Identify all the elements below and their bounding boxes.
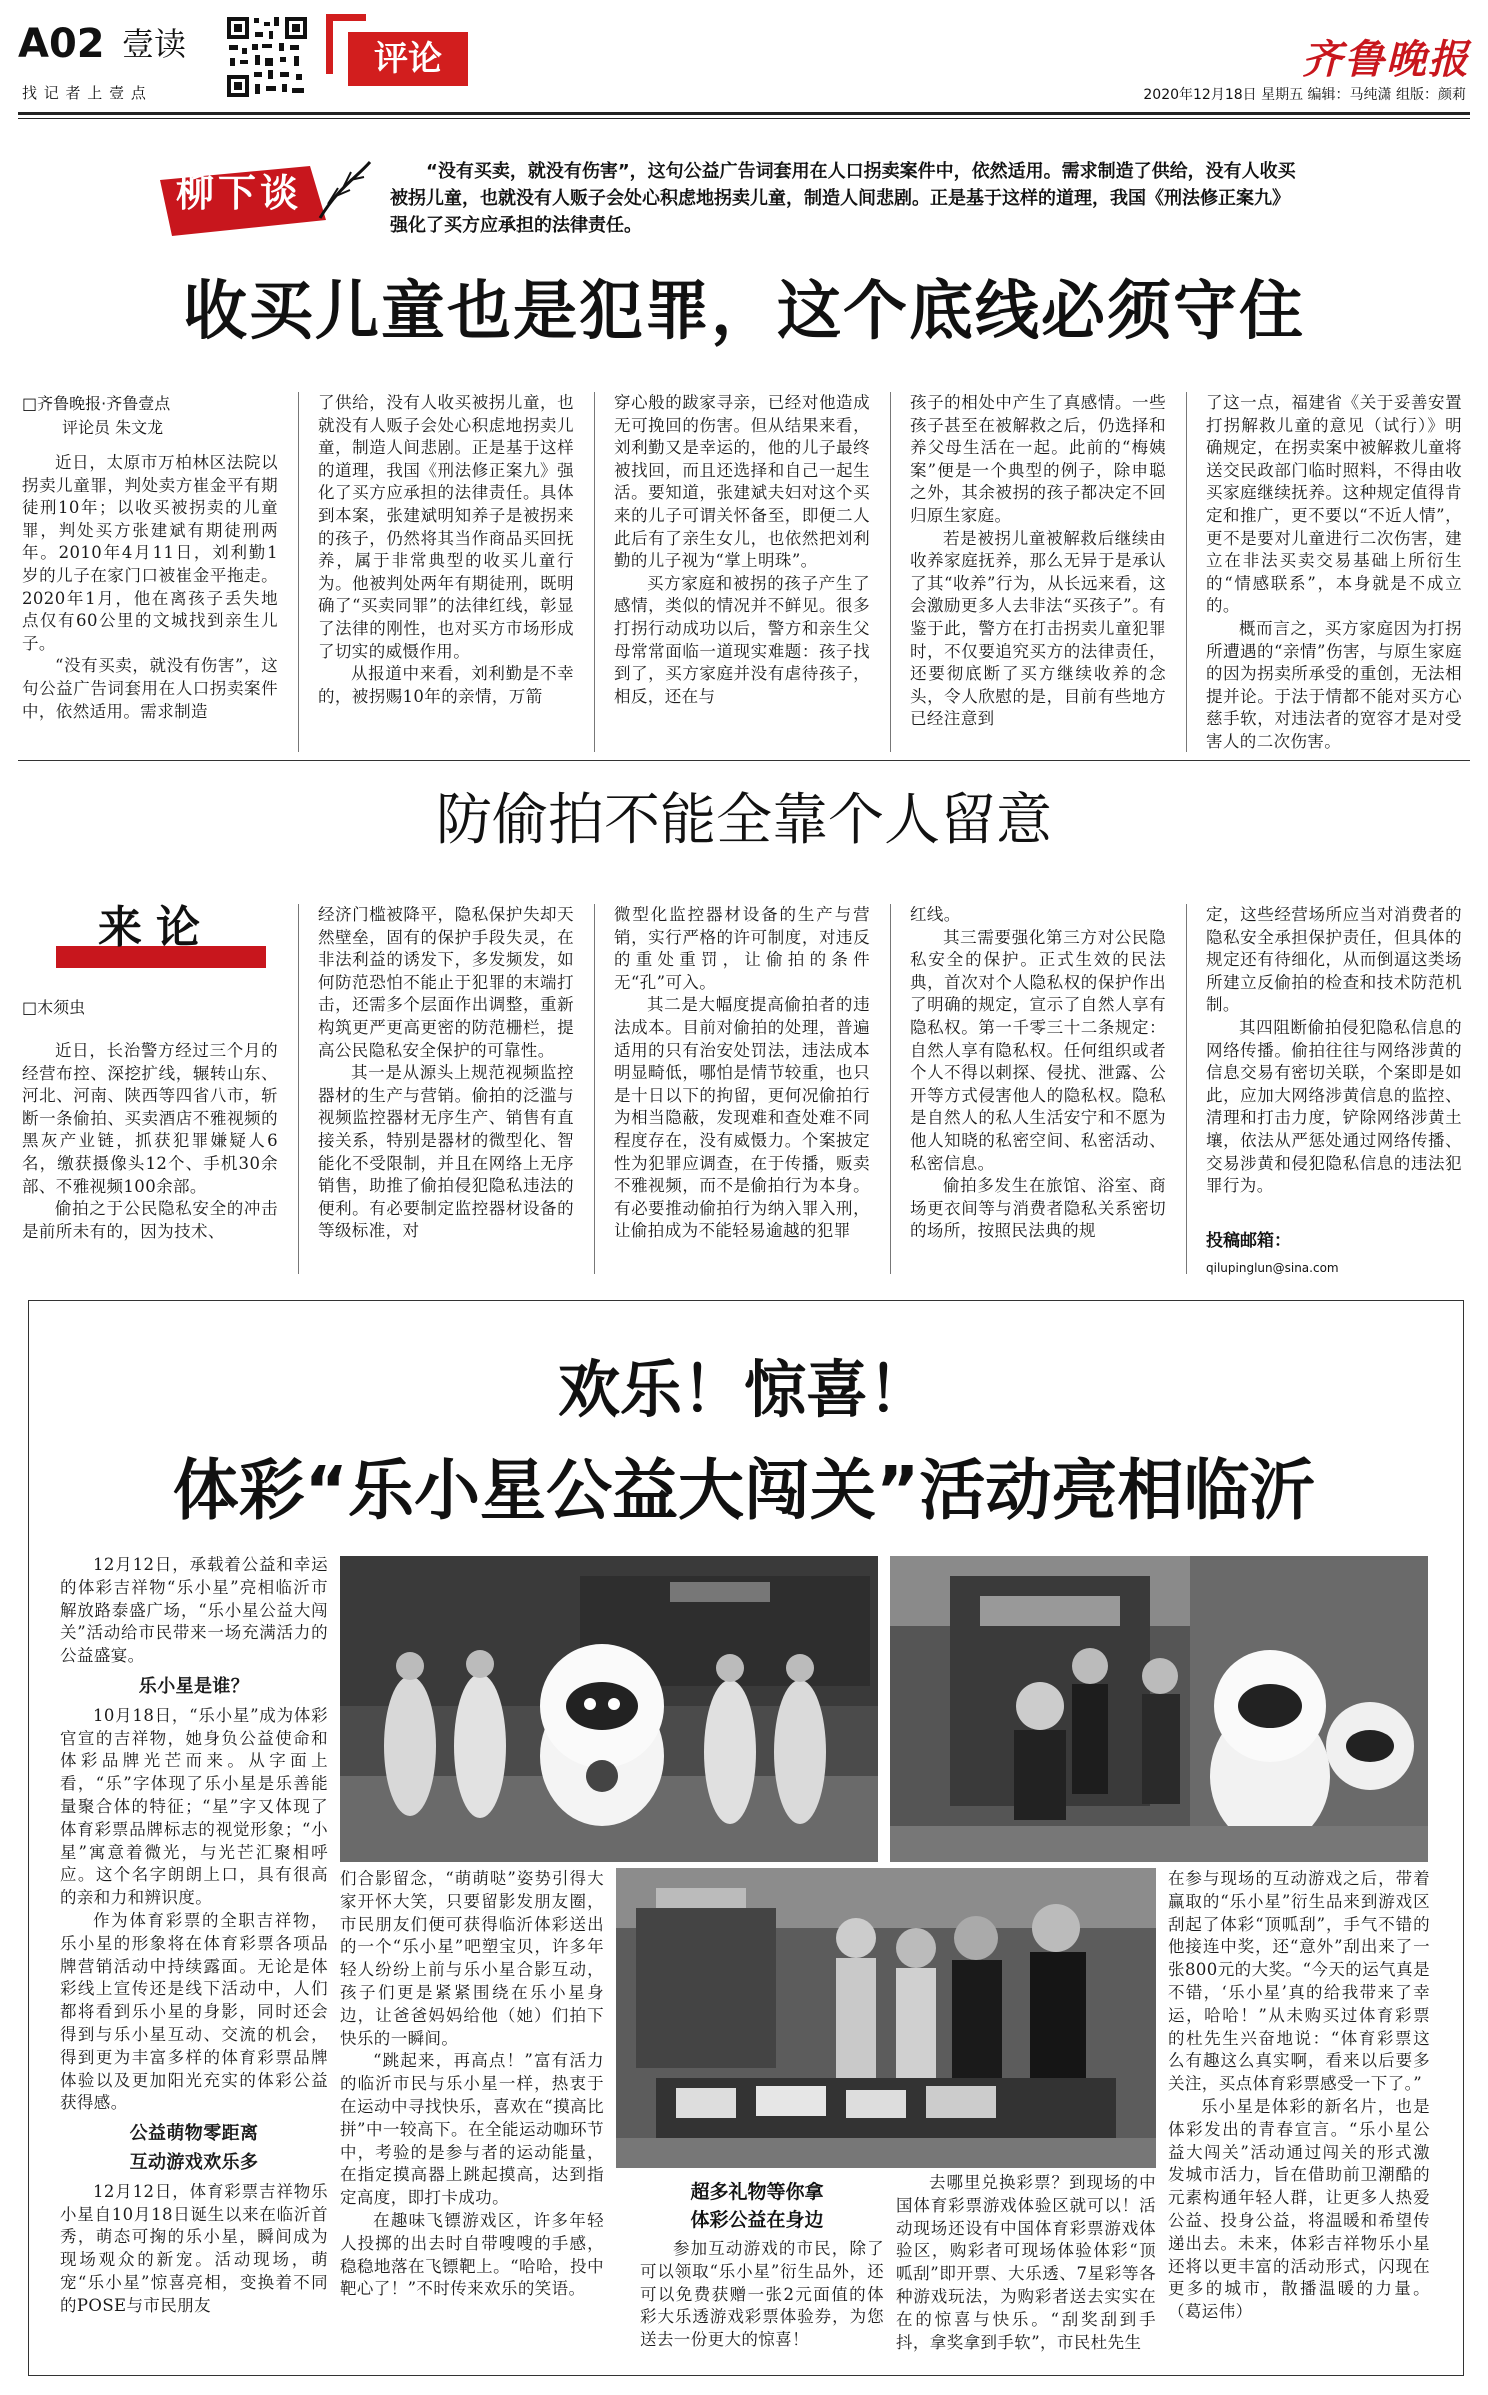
feature-headline-2: 体彩“乐小星公益大闯关”活动亮相临沂 (172, 1452, 1316, 1529)
liuxiatan-byline (22, 392, 272, 440)
lailun-byline: □木须虫 (22, 998, 86, 1017)
divider (594, 904, 595, 1274)
feature-col-3 (640, 2238, 884, 2352)
lailun-col-3 (614, 904, 870, 1243)
divider (298, 904, 299, 1274)
paragraph: 穿心般的跋家寻亲，已经对他造成无可挽回的伤害。但从结果来看，刘利勤又是幸运的，他的儿子最终被找回，而且还选择和自己一起生活。要知道，张建斌夫妇对这个买来的儿子可谓关怀备至，即便二人此后有了亲生女儿，也依然把刘利勤的儿子视为“掌上明珠”。 (614, 393, 870, 571)
submission-email: qilupinglun@sina.com (1206, 1261, 1339, 1275)
paragraph: 12月12日，体育彩票吉祥物乐小星自10月18日诞生以来在临沂首秀，萌态可掬的乐小星，瞬间成为现场观众的新宠。活动现场，萌宠“乐小星”惊喜亮相，变换着不同的POSE与市民朋友 (60, 2181, 328, 2315)
paragraph: 们合影留念，“萌萌哒”姿势引得大家开怀大笑，只要留影发朋友圈，市民朋友们便可获得临沂体彩送出的一个“乐小星”吧塑宝贝，许多年轻人纷纷上前与乐小星合影互动，孩子们更是紧紧围绕在乐小星身边，让爸爸妈妈给他（她）们拍下快乐的一瞬间。 (340, 1869, 604, 2048)
paragraph: 偷拍之于公民隐私安全的冲击是前所未有的，因为技术、 (22, 1199, 278, 1241)
paragraph: 概而言之，买方家庭因为打拐所遭遇的“亲情”伤害，与原生家庭的因为拐卖所承受的重创，无法相提并论。于法于情都不能对买方心慈手软，对违法者的宽容才是对受害人的二次伤害。 (1206, 618, 1462, 751)
liuxiatan-col-2 (318, 392, 574, 708)
feature-col-1 (60, 1554, 328, 2318)
paragraph: 其三需要强化第三方对公民隐私安全的保护。正式生效的民法典，首次对个人隐私权的保护作出了明确的规定，宣示了自然人享有隐私权。第一千零三十二条规定：自然人享有隐私权。任何组织或者个人不得以刺探、侵扰、泄露、公开等方式侵害他人的隐私权。隐私是自然人的私人生活安宁和不愿为他人知晓的私密空间、私密活动、私密信息。 (910, 927, 1166, 1173)
paragraph: 去哪里兑换彩票？到现场的中国体育彩票游戏体验区就可以！活动现场还设有中国体育彩票游戏体验区，购彩者可现场体验体彩“顶呱刮”即开票、大乐透、7星彩等各种游戏玩法，为购彩者送去实实在在的惊喜与快乐。“刮奖刮到手抖，拿奖拿到手软”，市民杜先生 (896, 2173, 1156, 2352)
liuxiatan-lead: “没有买卖，就没有伤害”，这句公益广告词套用在人口拐卖案件中，依然适用。需求制造了供给，没有人收买被拐儿童，也就没有人贩子会处心积虑地拐卖儿童，制造人间悲剧。正是基于这样的道理，我国《刑法修正案九》强化了买方应承担的法律责任。 (390, 161, 1296, 236)
byline-source: □齐鲁晚报·齐鲁壹点 (22, 394, 171, 413)
paragraph: 乐小星是体彩的新名片，也是体彩发出的青春宣言。“乐小星公益大闯关”活动通过闯关的形式激发城市活力，旨在借助前卫潮酷的元素构通年轻人群，让更多人热爱公益、投身公益，将温暖和希望传递出去。未来，体彩吉祥物乐小星还将以更丰富的活动形式，闪现在更多的城市，散播温暖的力量。（葛运伟） (1168, 2096, 1430, 2322)
paragraph: 12月12日，承载着公益和幸运的体彩吉祥物“乐小星”亮相临沂市解放路泰盛广场，“乐小星公益大闯关”活动给市民带来一场充满活力的公益盛宴。 (60, 1555, 328, 1666)
caption-line-2: 体彩公益在身边 (690, 2209, 824, 2231)
liuxiatan-col-5 (1206, 392, 1462, 754)
event-photo-mascot-models (340, 1556, 878, 1862)
paragraph: 微型化监控器材设备的生产与营销，实行严格的许可制度，对违反的重处重罚，让偷拍的条件无“孔”可入。 (614, 905, 870, 992)
column-tab: 评论 (348, 32, 468, 86)
paragraph: 了供给，没有人收买被拐儿童，也就没有人贩子会处心积虑地拐卖儿童，制造人间悲剧。正是基于这样的道理，我国《刑法修正案九》强化了买方应承担的法律责任。具体到本案，张建斌明知养子是被拐来的孩子，仍然将其当作商品买回抚养，属于非常典型的收买儿童行为。他被判处两年有期徒刑，既明确了“买卖同罪”的法律红线，彰显了法律的刚性，也对买方市场形成了切实的威慑作用。 (318, 393, 574, 661)
paragraph: 买方家庭和被拐的孩子产生了感情，类似的情况并不鲜见。很多打拐行动成功以后，警方和亲生父母常常面临一道现实难题：孩子找到了，买方家庭并没有虐待孩子，相反，还在与 (614, 573, 870, 706)
paragraph: 其二是大幅度提高偷拍者的违法成本。目前对偷拍的处理，普遍适用的只有治安处罚法，违法成本明显畸低，哪怕是情节较重，也只是十日以下的拘留，更何况偷拍行为相当隐蔽，发现难和查处难不同程度存在，没有威慑力。个案披定性为犯罪应调查，在于传播，贩卖不雅视频，而不是偷拍行为本身。有必要推动偷拍行为纳入罪入刑，让偷拍成为不能轻易逾越的犯罪 (614, 995, 870, 1241)
lailun-label: 来论 (98, 902, 214, 953)
header-slogan: 找 记 者 上 壹 点 (22, 84, 147, 102)
paragraph: “跳起来，再高点！”富有活力的临沂市民与乐小星一样，热衷于在运动中寻找快乐，喜欢在“摸高比拼”中一较高下。在全能运动咖环节中，考验的是参与者的运动能量，在指定摸高器上跳起摸高，达到指定高度，即打卡成功。 (340, 2051, 604, 2208)
paragraph: 偷拍多发生在旅馆、浴室、商场更衣间等与消费者隐私关系密切的场所，按照民法典的规 (910, 1176, 1166, 1241)
divider (890, 904, 891, 1274)
byline-author: 评论员 朱文龙 (62, 418, 164, 437)
subheading: 乐小星是谁？ (138, 1675, 250, 1697)
photo-caption (632, 2178, 882, 2234)
caption-line-1: 超多礼物等你拿 (690, 2181, 824, 2203)
feature-col-2 (340, 1868, 604, 2301)
paragraph: 定，这些经营场所应当对消费者的隐私安全承担保护责任，但具体的规定还有待细化，从而倒逼这类场所建立反偷拍的检查和技术防范机制。 (1206, 905, 1462, 1015)
submission-label: 投稿邮箱： (1206, 1231, 1291, 1251)
submission-info (1206, 1226, 1462, 1275)
lailun-headline: 防偷拍不能全靠个人留意 (436, 788, 1052, 853)
event-photo-mascot-visitors (890, 1556, 1428, 1862)
paragraph: 近日，长治警方经过三个月的经营布控、深挖扩线，辗转山东、河北、河南、陕西等四省八市，斩断一条偷拍、买卖酒店不雅视频的黑灰产业链，抓获犯罪嫌疑人6名，缴获摄像头12个、手机30余部、不雅视频100余部。 (22, 1041, 278, 1196)
divider (1186, 904, 1187, 1274)
divider (1186, 392, 1187, 752)
header-rule (18, 112, 1470, 115)
divider (298, 392, 299, 752)
lailun-col-1 (22, 1040, 278, 1243)
divider (594, 392, 595, 752)
feature-headline-1: 欢乐！惊喜！ (557, 1353, 930, 1426)
header-accent-top (326, 14, 366, 21)
liuxiatan-col-3 (614, 392, 870, 708)
divider (890, 392, 891, 752)
paragraph: 作为体育彩票的全职吉祥物，乐小星的形象将在体育彩票各项品牌营销活动中持续露面。无论是体彩线上宣传还是线下活动中，人们都将看到乐小星的身影，同时还会得到与乐小星互动、交流的机会，得到更为丰富多样的体育彩票品牌体验以及更加阳光充实的体彩公益获得感。 (60, 1910, 328, 2113)
header-accent-corner (326, 14, 333, 74)
paragraph: 近日，太原市万柏林区法院以拐卖儿童罪，判处卖方崔金平有期徒刑10年；以收买被拐卖的儿童罪，判处买方张建斌有期徒刑两年。2010年4月11日，刘利勤1岁的儿子在家门口被崔金平拖走。2020年1月，他在离孩子丢失地点仅有60公里的文城找到亲生儿子。 (22, 453, 278, 653)
paragraph: 在参与现场的互动游戏之后，带着赢取的“乐小星”衍生品来到游戏区刮起了体彩“顶呱刮”，手气不错的他接连中奖，还“意外”刮出来了一张800元的大奖。“今天的运气真是不错，‘乐小星’真的给我带来了幸运，哈哈！”从未购买过体育彩票的杜先生兴奋地说：“体育彩票这么有趣这么真实啊，看来以后要多关注，买点体育彩票感受一下了。” (1168, 1869, 1430, 2094)
lailun-col-2 (318, 904, 574, 1243)
paragraph: 孩子的相处中产生了真感情。一些孩子甚至在被解救之后，仍选择和养父母生活在一起。此前的“梅姨案”便是一个典型的例子，除申聪之外，其余被拐的孩子都决定不回归原生家庭。 (910, 393, 1166, 525)
paragraph: “没有买卖，就没有伤害”，这句公益广告词套用在人口拐卖案件中，依然适用。需求制造 (22, 656, 278, 721)
masthead-logo: 齐鲁晚报 (1302, 36, 1470, 83)
paragraph: 在趣味飞镖游戏区，许多年轻人投掷的出去时自带嗖嗖的手感，稳稳地落在飞镖靶上。“哈哈，投中靶心了！”不时传来欢乐的笑语。 (340, 2210, 604, 2299)
paragraph: 10月18日，“乐小星”成为体彩官宣的吉祥物，她身负公益使命和体彩品牌光芒而来。从字面上看，“乐”字体现了乐小星是乐善能量聚合体的特征；“星”字又体现了体育彩票品牌标志的视觉形象；“小星”寓意着微光，与光芒汇聚相呼应。这个名字朗朗上口，具有很高的亲和力和辨识度。 (60, 1705, 328, 1908)
lailun-col-5 (1206, 904, 1462, 1198)
paragraph: 了这一点，福建省《关于妥善安置打拐解救儿童的意见（试行）》明确规定，在拐卖案中被解救儿童将送交民政部门临时照料，不得由收买家庭继续抚养。这种规定值得肯定和推广，更不要以“不近人情”，更不是要对儿童进行二次伤害，建立在非法买卖交易基础上所衍生的“情感联系”，本身就是不成立的。 (1206, 393, 1462, 616)
liuxiatan-label: 柳下谈 (176, 171, 303, 215)
liuxiatan-headline: 收买儿童也是犯罪，这个底线必须守住 (183, 275, 1305, 349)
paragraph: 参加互动游戏的市民，除了可以领取“乐小星”衍生品外，还可以免费获赠一张2元面值的体彩大乐透游戏彩票体验券，为您送去一份更大的惊喜！ (640, 2239, 884, 2350)
feature-col-5 (1168, 1868, 1430, 2324)
header-rule-thin (18, 118, 1470, 119)
subheading: 互动游戏欢乐多 (129, 2151, 259, 2173)
paragraph: 若是被拐儿童被解救后继续由收养家庭抚养，那么无异于是承认了其“收养”行为，从长远来看，这会激励更多人去非法“买孩子”。有鉴于此，警方在打击拐卖儿童犯罪时，不仅要追究买方的法律责任，还要彻底断了买方继续收养的念头，令人欣慰的是，目前有些地方已经注意到 (910, 528, 1166, 729)
paragraph: 红线。 (910, 905, 961, 924)
page-number: A02 (18, 21, 105, 67)
paragraph: 其一是从源头上规范视频监控器材的生产与营销。偷拍的泛滥与视频监控器材无序生产、销售有直接关系，特别是器材的微型化、智能化不受限制，并且在网络上无序销售，助推了偷拍侵犯隐私违法的便利。有必要制定监控器材设备的等级标准，对 (318, 1063, 574, 1241)
subheading: 公益萌物零距离 (129, 2123, 259, 2145)
section-divider (18, 760, 1470, 761)
feature-col-4 (896, 2172, 1156, 2354)
event-photo-lottery-booth (616, 1868, 1156, 2168)
paragraph: 经济门槛被降平，隐私保护失却天然壁垒，固有的保护手段失灵，在非法利益的诱发下，多发频发，如何防范恐怕不能止于犯罪的末端打击，还需多个层面作出调整，重新构筑更严更高更密的防范栅栏，提高公民隐私安全保护的可靠性。 (318, 905, 574, 1060)
date-line: 2020年12月18日 星期五 编辑：马纯潇 组版：颜莉 (1143, 87, 1466, 103)
paragraph: 其四阻断偷拍侵犯隐私信息的网络传播。偷拍往往与网络涉黄的信息交易有密切关联，个案即是如此，应加大网络涉黄信息的监控、清理和打击力度，铲除网络涉黄土壤，依法从严惩处通过网络传播、交易涉黄和侵犯隐私信息的违法犯罪行为。 (1206, 1017, 1462, 1196)
paragraph: 从报道中来看，刘利勤是不幸的，被拐赐10年的亲情，万箭 (318, 664, 574, 706)
section-name: 壹读 (122, 25, 187, 63)
liuxiatan-col-1 (22, 452, 278, 723)
lailun-col-4 (910, 904, 1166, 1243)
liuxiatan-col-4 (910, 392, 1166, 731)
qr-code-icon (224, 14, 310, 100)
